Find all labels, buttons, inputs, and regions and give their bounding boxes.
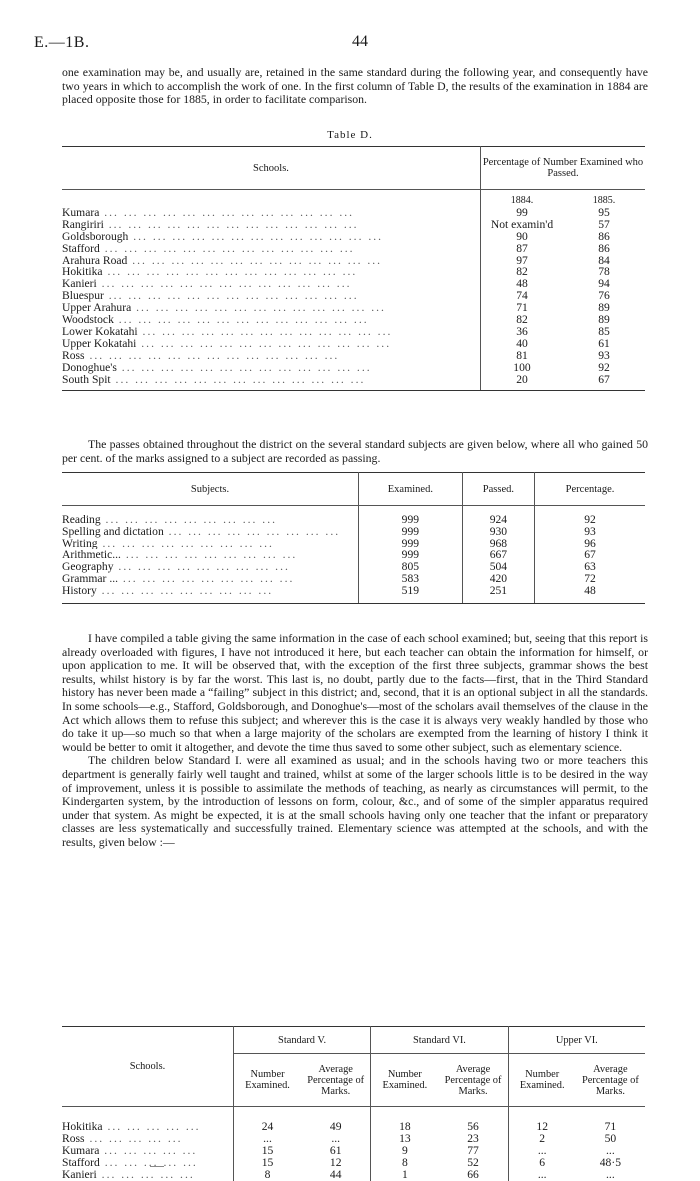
value-1884: 90 xyxy=(516,229,528,243)
group-standard-vi: Standard VI. xyxy=(371,1027,508,1054)
leader-dots: ... ... ... ... ... ... ... ... ... ... ... ... ... xyxy=(96,278,352,291)
table-row xyxy=(62,243,645,255)
table-row xyxy=(62,549,645,561)
school-name-cell xyxy=(62,1133,233,1145)
leader-dots: ... ... ... ... ... ... ... ... ... ... ... ... ... xyxy=(136,337,392,350)
table-row xyxy=(62,302,645,314)
subject-name-cell xyxy=(62,549,359,561)
science-value-vi-num: 13 xyxy=(399,1131,411,1145)
leader-dots: ... ... ... ... ... ... ... ... ... xyxy=(96,584,274,597)
value-1884: 82 xyxy=(516,265,528,279)
science-value-v-avg: 44 xyxy=(301,1169,371,1181)
school-name: Goldsborough xyxy=(62,230,129,243)
school-name: Rangiriri xyxy=(62,218,104,231)
passed-value: 930 xyxy=(462,526,534,538)
school-name: Kumara xyxy=(62,206,100,219)
sub-average-header: Average Percentage of Marks. xyxy=(576,1054,645,1107)
sub-number-header: Number Examined. xyxy=(233,1054,301,1107)
examined-value: 805 xyxy=(359,561,463,573)
paragraph-intro xyxy=(62,66,648,107)
table-row xyxy=(62,538,645,550)
school-name-cell xyxy=(62,243,481,255)
sub-average-header: Average Percentage of Marks. xyxy=(301,1054,371,1107)
subject-name-cell xyxy=(62,561,359,573)
subject-name: Spelling and dictation xyxy=(62,525,164,538)
subject-name-cell xyxy=(62,526,359,538)
school-name: Ross xyxy=(62,1132,85,1145)
paragraph-text: one examination may be, and usually are, retained in the same standard during the following year, and consequently have two years in which to accomplish the work of one. In the first column of Table D, the results of the examination in 1884 are placed opposite those for 1885, in order to facilitate comparison. xyxy=(62,65,648,107)
science-value-u-num: ... xyxy=(537,1167,547,1181)
examined-value: 519 xyxy=(359,585,463,597)
school-name-cell xyxy=(62,255,481,267)
leader-dots: ... ... ... ... ... ... ... ... ... xyxy=(97,537,274,550)
school-name: Stafford xyxy=(62,1156,100,1169)
col-percentage-header: Percentage. xyxy=(535,473,645,506)
value-1885: 67 xyxy=(598,372,610,386)
percentage-value: 48 xyxy=(584,583,596,597)
school-name: Hokitika xyxy=(62,1121,103,1133)
school-name: Kanieri xyxy=(62,278,97,291)
group-standard-v: Standard V. xyxy=(233,1027,370,1054)
leader-dots: ... ... ... ... ... ... ... ... ... xyxy=(120,549,298,562)
value-1884: 74 xyxy=(516,289,528,303)
value-1885: 86 xyxy=(598,229,610,243)
footer-mark xyxy=(150,1166,164,1167)
col-examined-header: Examined. xyxy=(359,473,463,506)
science-value-u-avg: 48·5 xyxy=(599,1155,622,1169)
value-1884: 97 xyxy=(516,253,528,267)
paragraph-text: The passes obtained throughout the district on the several standard subjects are given below, where all who gained 50 per cent. of the marks assigned to a subject are recorded as passing. xyxy=(62,437,648,465)
leader-dots: ... ... ... ... ... ... ... ... ... ... ... ... ... xyxy=(103,218,359,231)
leader-dots: ... ... ... ... ... ... ... ... ... xyxy=(163,525,341,538)
examined-value: 999 xyxy=(359,549,463,561)
school-name-cell xyxy=(62,1145,233,1157)
paragraph-text: I have compiled a table giving the same information in the case of each school examined; but, seeing that this report is already overloaded with figures, I have not introduced it here, but each teacher can obtain the information for himself, or upon application to me. It will be observed that, with the exception of the first three subjects, grammar shows the best results, whilst history is by far the worst. This last is, no doubt, partly due to the facts—first, that in the Third Standard history has never been made a “failing” subject in this district; and, second, that it is an optional subject in all the standards. In some schools—e.g., Stafford, Goldsborough, and Donoghue's—most of the scholars avail themselves of the clause in the Act which allows them to refuse this subject; and wherever this is the case it is always very weakly handled by those who do take it up—so much so that when a large majority of the scholars are exempted from the learning of history I think it would be better to omit it altogether, and devote the time thus saved to some other subject, such as elementary science. xyxy=(62,631,648,754)
table-row xyxy=(62,219,645,231)
school-name-cell xyxy=(62,302,481,314)
examined-value: 999 xyxy=(359,526,463,538)
value-1885: 94 xyxy=(598,277,610,291)
value-1884: 71 xyxy=(516,301,528,315)
science-value-v-num: 24 xyxy=(261,1120,274,1133)
col-percentage-header: Percentage of Number Examined who Passed. xyxy=(481,147,646,190)
page-reference: E.—1B. xyxy=(34,34,90,51)
school-name: Upper Kokatahi xyxy=(62,337,137,350)
percentage-value: 92 xyxy=(584,513,596,526)
paragraph-text: The children below Standard I. were all examined as usual; and in the schools having two or more teachers this department is generally fairly well taught and trained, whilst at some of the larger schools little is to be desired in the way of improvement, unless it is possible to assimilate the methods of teaching, as nearly as circumstances will permit, to the Kindergarten system, by the introduction of lessons on form, colour, &c., and of some of the simpler apparatus required under that system. As might be expected, it is at the small schools having only one teacher that the infant or preparatory classes are less systematically and successfully trained. Elementary science was attempted at the schools, and with the results, given below :— xyxy=(62,753,648,849)
table-row xyxy=(62,374,645,386)
leader-dots: ... ... ... ... ... xyxy=(84,1132,183,1145)
value-1884: 40 xyxy=(516,336,528,350)
passed-value: 924 xyxy=(462,514,534,526)
school-name-cell xyxy=(62,1121,233,1133)
value-1884: 87 xyxy=(516,241,528,255)
science-value-vi-avg: 56 xyxy=(438,1121,508,1133)
leader-dots: ... ... ... ... ... ... ... ... ... ... ... ... ... xyxy=(113,314,369,326)
leader-dots: ... ... ... ... ... ... ... ... ... ... ... ... ... xyxy=(110,373,366,386)
school-name: South Spit xyxy=(62,373,111,386)
value-1885: 85 xyxy=(598,324,610,338)
paragraph-compiled xyxy=(62,632,648,850)
leader-dots: ... ... ... ... ... ... ... ... ... ... ... ... ... xyxy=(128,230,384,243)
value-1885: 61 xyxy=(598,336,610,350)
science-value-u-num: 2 xyxy=(539,1131,546,1145)
school-name-cell xyxy=(62,314,481,326)
science-value-vi-avg: 23 xyxy=(438,1133,508,1145)
school-name: Woodstock xyxy=(62,314,114,326)
sub-average-header: Average Percentage of Marks. xyxy=(438,1054,508,1107)
passed-value: 251 xyxy=(462,585,534,597)
percentage-value: 63 xyxy=(584,560,596,574)
table-row xyxy=(62,350,645,362)
leader-dots: ... ... ... ... ... xyxy=(99,1144,198,1157)
science-value-u-avg: ... xyxy=(606,1143,615,1157)
science-value-u-num: 12 xyxy=(536,1120,548,1133)
science-value-u-avg: 71 xyxy=(604,1120,617,1133)
leader-dots: ... ... ... ... ... ... ... ... ... ... ... ... ... xyxy=(84,349,340,362)
value-1885: 93 xyxy=(598,348,610,362)
percentage-value: 72 xyxy=(584,571,596,585)
science-value-u-avg: ... xyxy=(606,1167,615,1181)
table-row xyxy=(62,1121,645,1133)
percentage-value: 93 xyxy=(584,524,596,538)
school-name-cell xyxy=(62,326,481,338)
leader-dots: ... ... ... ... ... xyxy=(99,1156,198,1169)
leader-dots: ... ... ... ... ... xyxy=(96,1168,195,1181)
table-row xyxy=(62,514,645,526)
table-row xyxy=(62,362,645,374)
school-name-cell xyxy=(62,207,481,219)
subject-name: Arithmetic... xyxy=(62,549,121,562)
subject-name: Reading xyxy=(62,514,101,526)
leader-dots: ... ... ... ... ... ... ... ... ... ... ... ... ... xyxy=(127,254,383,267)
leader-dots: ... ... ... ... ... ... ... ... ... ... ... ... ... xyxy=(131,302,386,315)
col-schools-header: Schools. xyxy=(62,147,481,190)
group-upper-vi: Upper VI. xyxy=(508,1027,645,1054)
value-1885: 57 xyxy=(598,217,610,231)
table-row xyxy=(62,207,645,219)
school-name-cell xyxy=(62,1157,233,1169)
value-1884: 48 xyxy=(516,277,528,291)
science-value-v-num: 8 xyxy=(264,1167,271,1181)
school-name-cell xyxy=(62,290,481,302)
value-1884: 20 xyxy=(516,372,528,386)
table-d xyxy=(62,146,645,391)
col-passed-header: Passed. xyxy=(462,473,534,506)
examined-value: 999 xyxy=(359,514,463,526)
school-name-cell xyxy=(62,350,481,362)
subject-name-cell xyxy=(62,538,359,550)
subject-name: History xyxy=(62,584,97,597)
science-value-vi-avg: 66 xyxy=(438,1169,508,1181)
passed-value: 667 xyxy=(462,549,534,561)
value-1885: 89 xyxy=(598,301,610,315)
table-row xyxy=(62,526,645,538)
paragraph-passes xyxy=(62,438,648,465)
value-1885: 89 xyxy=(598,313,610,327)
table-row xyxy=(62,561,645,573)
school-name: Arahura Road xyxy=(62,254,128,267)
value-1884: 100 xyxy=(513,360,531,374)
table-row xyxy=(62,585,645,597)
table-row xyxy=(62,573,645,585)
school-name-cell xyxy=(62,338,481,350)
subject-name: Geography xyxy=(62,561,114,573)
science-table xyxy=(62,1026,645,1181)
leader-dots: ... ... ... ... ... ... ... ... ... ... ... ... ... xyxy=(102,266,358,279)
science-value-u-num: ... xyxy=(537,1143,547,1157)
value-1885: 78 xyxy=(598,265,610,279)
school-name-cell xyxy=(62,266,481,278)
page-number: 44 xyxy=(352,33,368,50)
school-name-cell xyxy=(62,231,481,243)
leader-dots: ... ... ... ... ... ... ... ... ... ... ... ... ... xyxy=(99,206,355,219)
science-value-v-num: ... xyxy=(263,1131,272,1145)
subject-name: Grammar ... xyxy=(62,572,119,585)
subject-name-cell xyxy=(62,514,359,526)
science-value-v-avg: 61 xyxy=(301,1145,371,1157)
value-1885: 76 xyxy=(598,289,610,303)
value-1885: 86 xyxy=(598,241,610,255)
examined-value: 999 xyxy=(359,538,463,550)
value-1884: Not examin'd xyxy=(490,217,554,231)
leader-dots: ... ... ... ... ... ... ... ... ... ... ... ... ... xyxy=(99,242,355,255)
examined-value: 583 xyxy=(359,573,463,585)
school-name: Kanieri xyxy=(62,1168,97,1181)
table-row xyxy=(62,266,645,278)
science-value-v-avg: 49 xyxy=(301,1121,371,1133)
table-row xyxy=(62,1145,645,1157)
passed-value: 968 xyxy=(462,538,534,550)
school-name: Kumara xyxy=(62,1144,100,1157)
school-name: Ross xyxy=(62,349,85,362)
col-schools-header: Schools. xyxy=(62,1027,233,1107)
science-value-v-num: 15 xyxy=(261,1155,274,1169)
leader-dots: ... ... ... ... ... ... ... ... ... xyxy=(100,514,277,526)
science-value-vi-num: 8 xyxy=(401,1155,408,1169)
science-value-vi-avg: 77 xyxy=(438,1145,508,1157)
table-d-caption: Table D. xyxy=(327,129,373,141)
table-row xyxy=(62,231,645,243)
subject-name: Writing xyxy=(62,537,98,550)
col-subjects-header: Subjects. xyxy=(62,473,359,506)
value-1885: 84 xyxy=(598,253,610,267)
school-name: Upper Arahura xyxy=(62,302,132,315)
school-name-cell xyxy=(62,1169,233,1181)
science-value-u-avg: 50 xyxy=(604,1131,617,1145)
school-name: Hokitika xyxy=(62,266,103,279)
science-value-v-avg: ... xyxy=(301,1133,371,1145)
science-value-vi-avg: 52 xyxy=(438,1157,508,1169)
science-value-u-num: 6 xyxy=(539,1155,546,1169)
table-row xyxy=(62,1169,645,1181)
science-value-v-num: 15 xyxy=(261,1143,274,1157)
value-1884: 99 xyxy=(516,205,528,219)
value-1885: 95 xyxy=(598,205,610,219)
year-1885-header: 1885. xyxy=(592,195,616,206)
school-name-cell xyxy=(62,278,481,290)
percentage-value: 67 xyxy=(584,548,596,562)
school-name: Donoghue's xyxy=(62,361,117,374)
table-row xyxy=(62,338,645,350)
school-name: Lower Kokatahi xyxy=(62,325,138,338)
leader-dots: ... ... ... ... ... ... ... ... ... xyxy=(118,572,295,585)
table-row xyxy=(62,290,645,302)
science-value-vi-num: 9 xyxy=(401,1143,408,1157)
sub-number-header: Number Examined. xyxy=(508,1054,576,1107)
table-row xyxy=(62,278,645,290)
leader-dots: ... ... ... ... ... ... ... ... ... ... ... ... ... xyxy=(103,290,359,303)
leader-dots: ... ... ... ... ... ... ... ... ... ... ... ... ... xyxy=(137,325,393,338)
school-name: Bluespur xyxy=(62,290,104,303)
table-row xyxy=(62,255,645,267)
subject-name-cell xyxy=(62,585,359,597)
percentage-value: 96 xyxy=(584,536,596,550)
table-row xyxy=(62,1133,645,1145)
school-name: Stafford xyxy=(62,242,100,255)
school-name-cell xyxy=(62,362,481,374)
year-1884-header: 1884. xyxy=(510,195,534,206)
table-row xyxy=(62,326,645,338)
science-value-vi-num: 1 xyxy=(401,1167,408,1181)
leader-dots: ... ... ... ... ... ... ... ... ... ... ... ... ... xyxy=(116,361,372,374)
table-row xyxy=(62,314,645,326)
subjects-table xyxy=(62,472,645,604)
leader-dots: ... ... ... ... ... ... ... ... ... xyxy=(113,561,290,573)
value-1885: 92 xyxy=(598,360,610,374)
school-name-cell xyxy=(62,374,481,386)
sub-number-header: Number Examined. xyxy=(371,1054,439,1107)
subject-name-cell xyxy=(62,573,359,585)
passed-value: 420 xyxy=(462,573,534,585)
science-value-v-avg: 12 xyxy=(301,1157,371,1169)
science-value-vi-num: 18 xyxy=(399,1120,411,1133)
school-name-cell xyxy=(62,219,481,231)
leader-dots: ... ... ... ... ... xyxy=(102,1121,201,1133)
value-1884: 36 xyxy=(516,324,528,338)
value-1884: 82 xyxy=(516,313,528,327)
passed-value: 504 xyxy=(462,561,534,573)
value-1884: 81 xyxy=(516,348,528,362)
